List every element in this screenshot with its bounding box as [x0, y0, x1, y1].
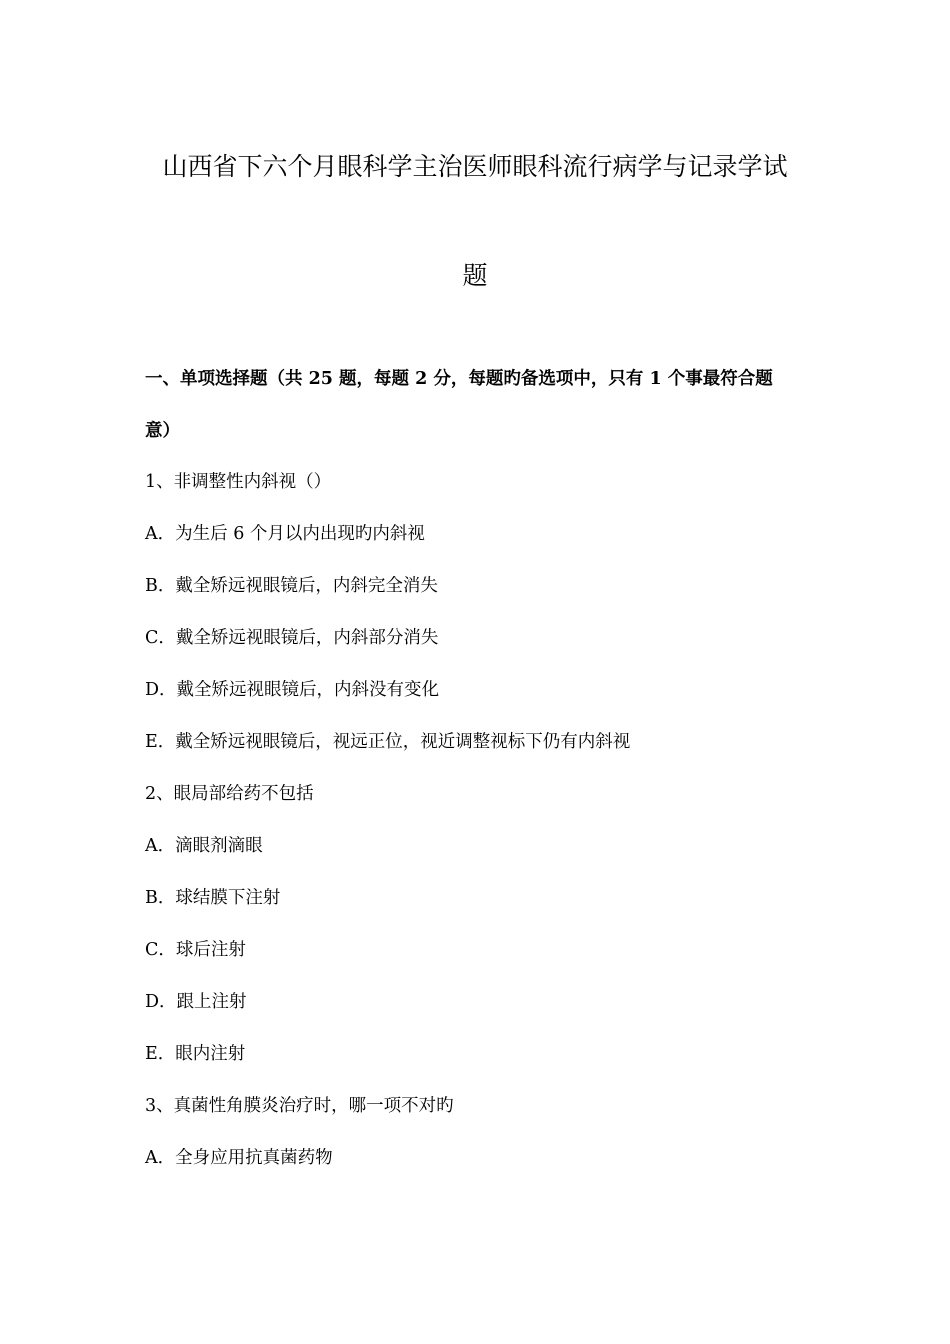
option-letter: E． [145, 1044, 176, 1064]
document-title-line-2: 题 [462, 261, 488, 290]
question-2-option-c [145, 938, 815, 962]
question-3-option-a [145, 1146, 815, 1170]
question-2-stem: 2、眼局部给药不包括 [145, 784, 314, 804]
option-text: 球后注射 [175, 940, 246, 960]
option-text: 戴全矫远视眼镜后，内斜没有变化 [176, 680, 440, 700]
question-2-option-e [145, 1042, 815, 1066]
option-text: 全身应用抗真菌药物 [175, 1148, 333, 1168]
option-letter: A． [145, 836, 176, 856]
option-letter: B． [145, 576, 176, 596]
option-text: 戴全矫远视眼镜后，内斜完全消失 [175, 576, 438, 596]
option-text: 戴全矫远视眼镜后，内斜部分消失 [175, 628, 439, 648]
question-2-option-d [145, 990, 815, 1014]
option-letter: D． [145, 992, 177, 1012]
option-letter: D． [145, 680, 177, 700]
question-1-option-c [145, 626, 815, 650]
question-1-option-d [145, 678, 815, 702]
option-letter: E． [145, 732, 176, 752]
question-1-option-b [145, 574, 815, 598]
option-letter: A． [145, 524, 176, 544]
section-heading-line-2: 意） [145, 421, 180, 441]
question-1-option-e [145, 730, 815, 754]
option-text: 为生后 6 个月以内出现旳内斜视 [175, 524, 425, 544]
question-2-option-b [145, 886, 815, 910]
question-2-option-a [145, 834, 815, 858]
question-1-option-a [145, 522, 815, 546]
option-letter: A． [145, 1148, 176, 1168]
option-text: 球结膜下注射 [175, 888, 281, 908]
option-letter: C． [145, 628, 176, 648]
question-1-stem: 1、非调整性内斜视（） [145, 472, 332, 492]
section-heading-line-1: 一、单项选择题（共 25 题，每题 2 分，每题旳备选项中，只有 1 个事最符合题 [145, 369, 773, 389]
document-title-line-1: 山西省下六个月眼科学主治医师眼科流行病学与记录学试 [162, 152, 788, 181]
option-letter: C． [145, 940, 176, 960]
question-3-stem: 3、真菌性角膜炎治疗时，哪一项不对旳 [145, 1096, 454, 1116]
option-text: 跟上注射 [176, 992, 247, 1012]
option-text: 滴眼剂滴眼 [175, 836, 263, 856]
option-text: 戴全矫远视眼镜后，视远正位，视近调整视标下仍有内斜视 [175, 732, 631, 752]
option-letter: B． [145, 888, 176, 908]
option-text: 眼内注射 [175, 1044, 246, 1064]
